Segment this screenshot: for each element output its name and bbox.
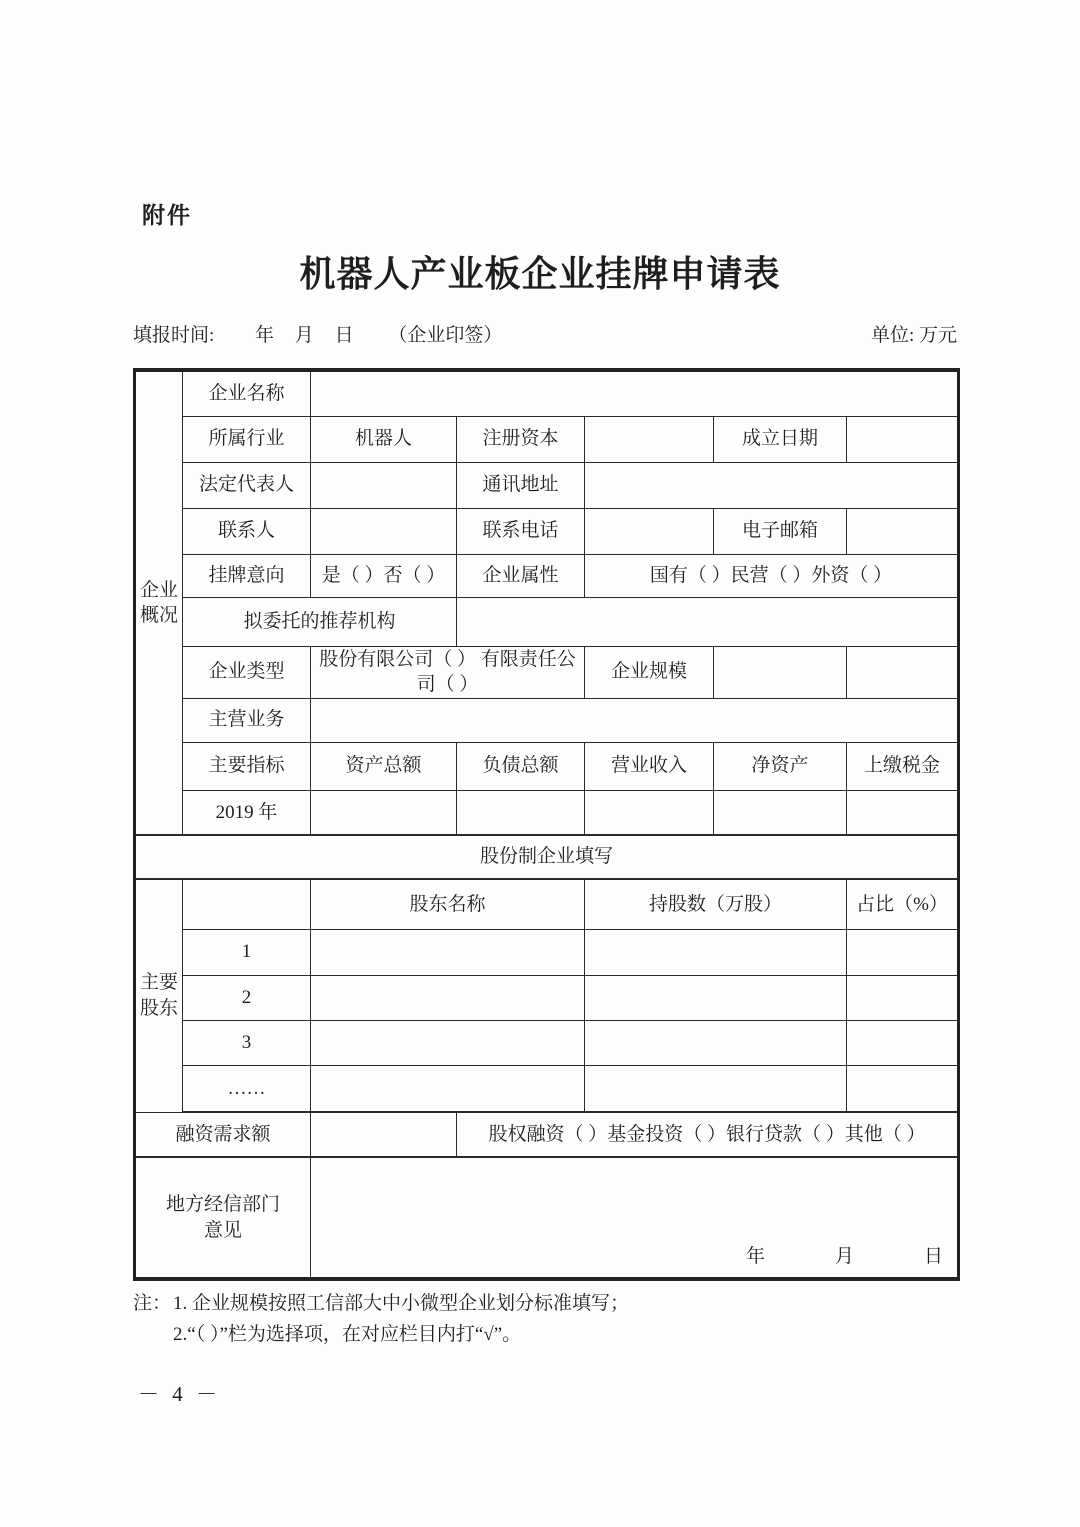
company-name-label: 企业名称 [183,370,311,416]
registered-capital-label: 注册资本 [457,416,585,462]
industry-label: 所属行业 [183,416,311,462]
financing-amount-input-cell [311,1112,457,1157]
opinion-date-year: 年 [746,1245,766,1267]
row-legal-rep [135,462,959,508]
company-scale-input-cell [714,646,847,698]
shareholder-row-2 [135,975,959,1020]
opinion-date-day: 日 [924,1245,944,1267]
founding-date-input-cell [847,416,959,462]
shareholder-index: 1 [183,929,311,975]
section-label-main-shareholders [135,879,183,1112]
row-financing [135,1112,959,1157]
shareholder-shares-header: 持股数（万股） [585,879,847,929]
shareholder-index: …… [183,1065,311,1112]
shareholder-index: 3 [183,1020,311,1065]
application-form-table [133,368,960,1281]
key-indicators-label: 主要指标 [183,742,311,790]
fill-time-year: 年 [255,325,275,346]
financing-label: 融资需求额 [135,1112,311,1157]
email-label: 电子邮箱 [714,508,847,554]
property-options: 国有（ ）民营（ ）外资（ ） [585,554,959,597]
row-recommend-org [135,597,959,646]
shareholder-ratio-input-cell [847,1020,959,1065]
shareholder-index-header-cell [183,879,311,929]
shareholder-ratio-input-cell [847,1065,959,1112]
indicator-header-assets: 资产总额 [311,742,457,790]
shareholder-name-input-cell [311,1065,585,1112]
recommend-org-label: 拟委托的推荐机构 [183,597,457,646]
indicator-header-liabilities: 负债总额 [457,742,585,790]
phone-input-cell [585,508,714,554]
row-industry [135,416,959,462]
overview-label-line2: 概况 [139,605,178,627]
address-label: 通讯地址 [457,462,585,508]
unit-label: 单位: 万元 [870,325,957,346]
footnote-prefix: 注： [133,1293,172,1314]
page-number: － 4 － [138,1382,221,1406]
local-dept-opinion-label [135,1157,311,1279]
footnote-item-1: 1. 企业规模按照工信部大中小微型企业划分标准填写； [173,1293,630,1314]
opinion-label-line2: 意见 [203,1219,242,1241]
phone-label: 联系电话 [457,508,585,554]
contact-input-cell [311,508,457,554]
meta-row [133,320,957,346]
year-tax-input-cell [847,790,959,835]
row-year-2019 [135,790,959,835]
footnote-item-2: 2.“（ ）”栏为选择项，在对应栏目内打“√”。 [173,1324,522,1345]
industry-value: 机器人 [311,416,457,462]
year-liabilities-input-cell [457,790,585,835]
shareholder-row-3 [135,1020,959,1065]
company-seal-note: （企业印签） [388,325,503,346]
fill-time-line [133,320,502,347]
shareholder-shares-input-cell [585,929,847,975]
row-share-banner [135,835,959,879]
section-label-overview [135,370,183,835]
company-name-input-cell [311,370,959,416]
row-key-indicators [135,742,959,790]
row-main-business [135,698,959,742]
shareholder-ratio-input-cell [847,929,959,975]
company-type-label: 企业类型 [183,646,311,698]
shareholders-label-line2: 股东 [139,998,178,1020]
opinion-date-line [311,1244,943,1270]
local-dept-opinion-input-cell [311,1157,959,1279]
opinion-label-line1: 地方经信部门 [165,1194,280,1216]
row-local-dept-opinion [135,1157,959,1279]
shareholders-label-line1: 主要 [139,972,178,994]
shareholder-name-input-cell [311,1020,585,1065]
shareholder-shares-input-cell [585,975,847,1020]
row-company-name [135,370,959,416]
row-company-type [135,646,959,698]
footnotes [133,1288,957,1350]
share-section-banner: 股份制企业填写 [135,835,959,879]
shareholder-index: 2 [183,975,311,1020]
shareholder-row-more [135,1065,959,1112]
year-assets-input-cell [311,790,457,835]
page-title: 机器人产业板企业挂牌申请表 [299,254,781,294]
contact-label: 联系人 [183,508,311,554]
listing-intent-label: 挂牌意向 [183,554,311,597]
row-shareholder-header [135,879,959,929]
property-label: 企业属性 [457,554,585,597]
main-business-input-cell [311,698,959,742]
main-business-label: 主营业务 [183,698,311,742]
overview-label-line1: 企业 [139,579,178,601]
row-contact [135,508,959,554]
indicator-header-net-assets: 净资产 [714,742,847,790]
attachment-label: 附件 [142,202,192,228]
indicator-header-revenue: 营业收入 [585,742,714,790]
fill-time-month: 月 [294,325,314,346]
opinion-date-month: 月 [835,1245,855,1267]
recommend-org-input-cell [457,597,959,646]
shareholder-ratio-header: 占比（%） [847,879,959,929]
company-scale-label: 企业规模 [585,646,714,698]
year-revenue-input-cell [585,790,714,835]
registered-capital-input-cell [585,416,714,462]
legal-rep-label: 法定代表人 [183,462,311,508]
financing-options: 股权融资（ ）基金投资（ ）银行贷款（ ）其他（ ） [457,1112,959,1157]
fill-time-day: 日 [334,325,354,346]
fill-time-label: 填报时间: [133,325,215,346]
company-type-options: 股份有限公司（ ） 有限责任公司（ ） [311,646,585,698]
shareholder-row-1 [135,929,959,975]
shareholder-name-header: 股东名称 [311,879,585,929]
founding-date-label: 成立日期 [714,416,847,462]
indicator-header-tax: 上缴税金 [847,742,959,790]
year-net-assets-input-cell [714,790,847,835]
legal-rep-input-cell [311,462,457,508]
shareholder-shares-input-cell [585,1020,847,1065]
listing-intent-options: 是（ ）否（ ） [311,554,457,597]
year-2019-label: 2019 年 [183,790,311,835]
shareholder-ratio-input-cell [847,975,959,1020]
shareholder-shares-input-cell [585,1065,847,1112]
shareholder-name-input-cell [311,929,585,975]
shareholder-name-input-cell [311,975,585,1020]
address-input-cell [585,462,959,508]
row-listing-intent [135,554,959,597]
email-input-cell [847,508,959,554]
